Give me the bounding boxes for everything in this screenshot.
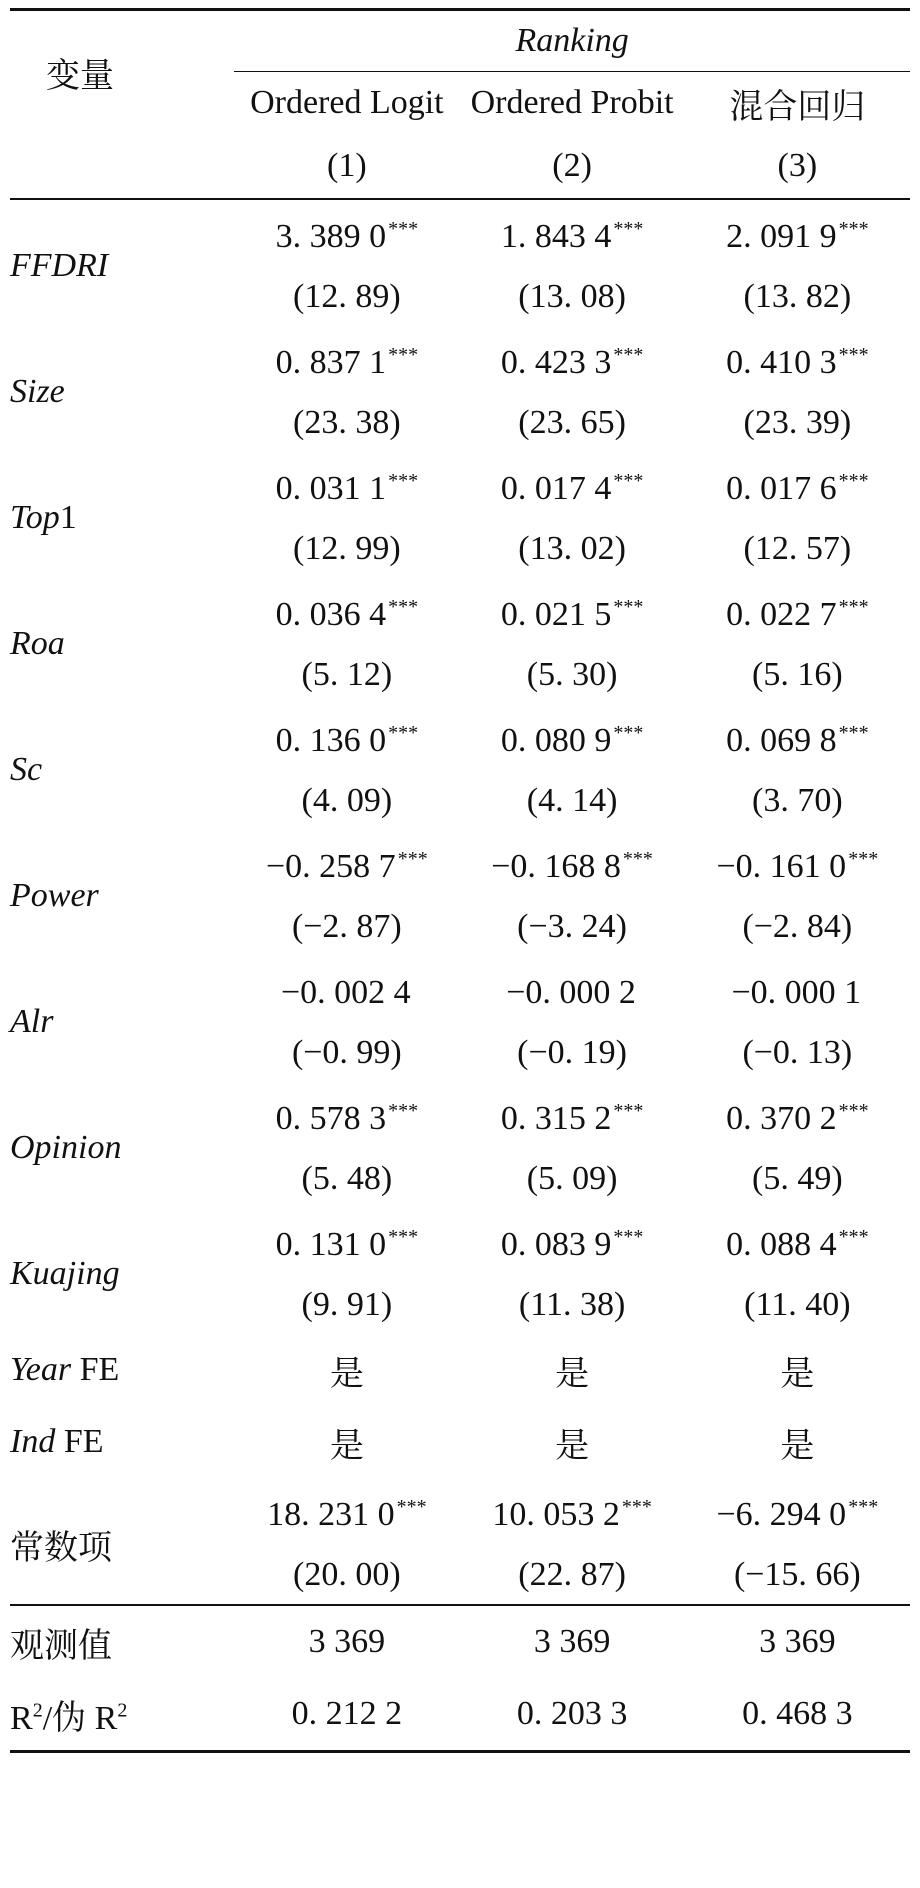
variable-name-text: Kuajing xyxy=(10,1255,120,1292)
variable-name-text: Roa xyxy=(10,625,65,662)
variable-name xyxy=(10,1334,234,1406)
t-statistic-value: (12. 57) xyxy=(743,530,852,567)
coefficient xyxy=(234,458,459,520)
coef-cell xyxy=(234,1478,459,1605)
coefficient xyxy=(685,710,910,772)
table-body xyxy=(10,199,910,1752)
t-statistic xyxy=(459,646,684,704)
significance-stars: *** xyxy=(388,217,419,240)
t-statistic-value: (13. 02) xyxy=(518,530,626,567)
coef-cell xyxy=(234,830,459,956)
t-statistic xyxy=(234,898,459,956)
t-statistic-value: (4. 14) xyxy=(526,782,618,819)
t-statistic-value: (5. 30) xyxy=(526,656,618,693)
t-statistic-value: (11. 40) xyxy=(744,1286,851,1323)
coef-cell xyxy=(459,704,684,830)
coefficient xyxy=(459,458,684,520)
significance-stars: *** xyxy=(621,1495,652,1518)
table-row xyxy=(10,578,910,704)
significance-stars: *** xyxy=(613,343,644,366)
coefficient xyxy=(459,962,684,1024)
coefficient xyxy=(685,836,910,898)
variable-name xyxy=(10,452,234,578)
model-header-3: 混合回归 xyxy=(729,88,866,126)
table-row xyxy=(10,1478,910,1605)
coef-cell xyxy=(685,1478,910,1605)
t-statistic xyxy=(234,1150,459,1208)
fixed-effect-cell: 是 xyxy=(555,1355,590,1393)
significance-stars: *** xyxy=(613,217,644,240)
coefficient xyxy=(685,332,910,394)
coefficient-value: 0. 031 1 xyxy=(275,470,387,507)
variable-name xyxy=(10,1678,234,1752)
significance-stars: *** xyxy=(838,721,869,744)
variable-name-italic: Top xyxy=(10,499,60,536)
coefficient-value: 0. 370 2 xyxy=(726,1100,837,1137)
coef-cell xyxy=(685,1082,910,1208)
variable-name-text: Alr xyxy=(10,1003,54,1040)
significance-stars: *** xyxy=(397,847,428,870)
coef-cell xyxy=(459,199,684,326)
t-statistic-value: (−2. 87) xyxy=(291,908,402,945)
t-statistic-value: (23. 39) xyxy=(743,404,852,441)
t-statistic xyxy=(685,772,910,830)
significance-stars: *** xyxy=(613,1099,644,1122)
coef-cell xyxy=(685,578,910,704)
t-statistic xyxy=(459,898,684,956)
table-row xyxy=(10,452,910,578)
significance-stars: *** xyxy=(838,217,869,240)
variable-name xyxy=(10,1605,234,1678)
variable-name xyxy=(10,704,234,830)
table-row xyxy=(10,1605,910,1678)
model-header-1: Ordered Logit xyxy=(250,84,444,121)
coefficient xyxy=(234,1088,459,1150)
model-header-2: Ordered Probit xyxy=(470,84,674,121)
r2-label-a: R xyxy=(10,1699,33,1737)
coefficient xyxy=(459,1484,684,1546)
variable-name-text: Opinion xyxy=(10,1129,122,1166)
t-statistic-value: (5. 12) xyxy=(301,656,393,693)
significance-stars: *** xyxy=(388,721,419,744)
r2-cell: 0. 203 3 xyxy=(516,1695,628,1732)
coefficient-value: 10. 053 2 xyxy=(492,1496,620,1533)
coefficient-value: 0. 088 4 xyxy=(726,1226,837,1263)
coefficient xyxy=(234,206,459,268)
variable-name-text: Sc xyxy=(10,751,43,788)
table-row xyxy=(10,1082,910,1208)
coefficient-value: 0. 017 4 xyxy=(500,470,612,507)
ranking-header: Ranking xyxy=(234,10,910,72)
fixed-effect-cell: 是 xyxy=(780,1355,815,1393)
t-statistic xyxy=(685,1024,910,1082)
coefficient xyxy=(234,332,459,394)
variable-name-upright: FE xyxy=(55,1423,104,1460)
t-statistic-value: (13. 82) xyxy=(743,278,852,315)
variable-name xyxy=(10,830,234,956)
column-number-3: (3) xyxy=(777,147,818,184)
coefficient-value: 0. 410 3 xyxy=(726,344,837,381)
t-statistic xyxy=(685,268,910,326)
t-statistic-value: (23. 38) xyxy=(293,404,401,441)
coefficient-value: −0. 002 4 xyxy=(281,974,411,1011)
coef-cell xyxy=(685,830,910,956)
t-statistic-value: (12. 89) xyxy=(293,278,401,315)
regression-table xyxy=(10,8,910,1753)
t-statistic-value: (−3. 24) xyxy=(517,908,627,945)
t-statistic xyxy=(685,1276,910,1334)
t-statistic xyxy=(685,646,910,704)
significance-stars: *** xyxy=(838,343,869,366)
t-statistic-value: (−15. 66) xyxy=(733,1556,861,1593)
t-statistic-value: (−0. 99) xyxy=(291,1034,402,1071)
t-statistic-value: (23. 65) xyxy=(518,404,626,441)
observation-cell: 3 369 xyxy=(308,1623,386,1660)
table-row xyxy=(10,326,910,452)
coefficient-value: 0. 131 0 xyxy=(275,1226,387,1263)
table-row xyxy=(10,1208,910,1334)
coefficient-value: 0. 080 9 xyxy=(500,722,612,759)
coefficient-value: 2. 091 9 xyxy=(726,218,837,255)
coefficient-value: 0. 017 6 xyxy=(726,470,837,507)
coef-cell xyxy=(459,326,684,452)
coefficient xyxy=(234,584,459,646)
significance-stars: *** xyxy=(622,847,653,870)
t-statistic xyxy=(234,646,459,704)
t-statistic-value: (3. 70) xyxy=(752,782,843,819)
coefficient-value: 18. 231 0 xyxy=(267,1496,395,1533)
coef-cell xyxy=(234,452,459,578)
r2-cell: 0. 468 3 xyxy=(742,1695,853,1732)
coefficient-value: 0. 069 8 xyxy=(726,722,837,759)
variable-header: 变量 xyxy=(46,58,114,95)
coefficient xyxy=(459,206,684,268)
coef-cell xyxy=(685,704,910,830)
r2-label-b: /伪 R xyxy=(42,1699,118,1737)
t-statistic xyxy=(685,520,910,578)
coefficient-value: 1. 843 4 xyxy=(500,218,612,255)
t-statistic-value: (5. 16) xyxy=(752,656,843,693)
variable-name xyxy=(10,326,234,452)
t-statistic xyxy=(234,1276,459,1334)
variable-name-upright: 1 xyxy=(59,499,77,536)
table-row xyxy=(10,1334,910,1406)
table-row xyxy=(10,704,910,830)
coefficient-value: −0. 258 7 xyxy=(266,848,396,885)
significance-stars: *** xyxy=(613,1225,644,1248)
variable-name xyxy=(10,1082,234,1208)
significance-stars: *** xyxy=(388,1225,419,1248)
coefficient-value: 0. 021 5 xyxy=(500,596,612,633)
coef-cell xyxy=(685,956,910,1082)
significance-stars: *** xyxy=(848,847,879,870)
coefficient xyxy=(685,1484,910,1546)
fixed-effect-cell: 是 xyxy=(780,1427,815,1465)
coefficient-value: 0. 315 2 xyxy=(500,1100,612,1137)
coefficient xyxy=(459,1088,684,1150)
t-statistic xyxy=(685,898,910,956)
significance-stars: *** xyxy=(613,595,644,618)
coefficient-value: −0. 161 0 xyxy=(716,848,847,885)
significance-stars: *** xyxy=(388,343,419,366)
observation-cell: 3 369 xyxy=(533,1623,611,1660)
significance-stars: *** xyxy=(613,721,644,744)
coefficient xyxy=(685,458,910,520)
t-statistic xyxy=(234,268,459,326)
significance-stars: *** xyxy=(838,469,869,492)
t-statistic-value: (20. 00) xyxy=(293,1556,401,1593)
significance-stars: *** xyxy=(848,1495,879,1518)
t-statistic xyxy=(459,268,684,326)
variable-name xyxy=(10,578,234,704)
coefficient-value: −0. 000 1 xyxy=(731,974,862,1011)
significance-stars: *** xyxy=(838,1225,869,1248)
coef-cell xyxy=(234,578,459,704)
coefficient xyxy=(459,1214,684,1276)
variable-name xyxy=(10,956,234,1082)
t-statistic-value: (5. 49) xyxy=(752,1160,843,1197)
coefficient-value: 0. 136 0 xyxy=(275,722,387,759)
r2-cell: 0. 212 2 xyxy=(291,1695,403,1732)
t-statistic xyxy=(234,394,459,452)
r2-superscript: 2 xyxy=(32,1699,43,1722)
coefficient xyxy=(685,1214,910,1276)
t-statistic xyxy=(459,1276,684,1334)
coefficient xyxy=(685,584,910,646)
t-statistic xyxy=(685,1150,910,1208)
coefficient-value: 0. 083 9 xyxy=(500,1226,612,1263)
variable-name-italic: Ind xyxy=(10,1423,56,1460)
coefficient xyxy=(234,1214,459,1276)
t-statistic-value: (22. 87) xyxy=(518,1556,626,1593)
r2-superscript: 2 xyxy=(117,1699,128,1722)
coefficient xyxy=(459,836,684,898)
coef-cell xyxy=(459,1478,684,1605)
variable-name-italic: Year xyxy=(10,1351,72,1388)
variable-name xyxy=(10,199,234,326)
t-statistic-value: (9. 91) xyxy=(301,1286,393,1323)
t-statistic xyxy=(459,394,684,452)
variable-name xyxy=(10,1208,234,1334)
t-statistic-value: (4. 09) xyxy=(301,782,393,819)
coefficient xyxy=(234,710,459,772)
t-statistic xyxy=(234,772,459,830)
t-statistic-value: (−0. 13) xyxy=(742,1034,853,1071)
coefficient-value: 3. 389 0 xyxy=(275,218,387,255)
variable-name xyxy=(10,1478,234,1605)
significance-stars: *** xyxy=(838,1099,869,1122)
coef-cell xyxy=(234,704,459,830)
t-statistic-value: (−2. 84) xyxy=(742,908,853,945)
t-statistic-value: (13. 08) xyxy=(518,278,626,315)
coefficient xyxy=(459,710,684,772)
column-number-1: (1) xyxy=(327,147,367,184)
variable-name-text: 常数项 xyxy=(10,1529,112,1567)
coef-cell xyxy=(459,1082,684,1208)
significance-stars: *** xyxy=(388,595,419,618)
variable-name-text: FFDRI xyxy=(10,247,109,284)
coef-cell xyxy=(685,326,910,452)
t-statistic-value: (11. 38) xyxy=(518,1286,626,1323)
coefficient-value: −6. 294 0 xyxy=(716,1496,847,1533)
t-statistic xyxy=(459,1024,684,1082)
t-statistic-value: (5. 48) xyxy=(301,1160,393,1197)
coefficient xyxy=(234,836,459,898)
t-statistic-value: (12. 99) xyxy=(293,530,401,567)
coefficient-value: 0. 423 3 xyxy=(500,344,612,381)
coefficient-value: 0. 022 7 xyxy=(726,596,837,633)
t-statistic xyxy=(234,520,459,578)
variable-name-text: Power xyxy=(10,877,99,914)
fixed-effect-cell: 是 xyxy=(329,1355,364,1393)
coef-cell xyxy=(459,830,684,956)
coef-cell xyxy=(685,1208,910,1334)
coef-cell xyxy=(234,326,459,452)
t-statistic xyxy=(459,520,684,578)
coefficient-value: 0. 578 3 xyxy=(275,1100,387,1137)
fixed-effect-cell: 是 xyxy=(555,1427,590,1465)
significance-stars: *** xyxy=(388,1099,419,1122)
significance-stars: *** xyxy=(396,1495,427,1518)
coef-cell xyxy=(459,452,684,578)
t-statistic-value: (−0. 19) xyxy=(517,1034,627,1071)
t-statistic xyxy=(459,1546,684,1604)
t-statistic xyxy=(685,394,910,452)
coefficient-value: −0. 000 2 xyxy=(506,974,636,1011)
coef-cell xyxy=(685,199,910,326)
t-statistic xyxy=(685,1546,910,1604)
variable-name-text: Size xyxy=(10,373,65,410)
t-statistic xyxy=(234,1546,459,1604)
t-statistic-value: (5. 09) xyxy=(526,1160,618,1197)
t-statistic xyxy=(459,1150,684,1208)
coef-cell xyxy=(685,452,910,578)
significance-stars: *** xyxy=(388,469,419,492)
table-row xyxy=(10,1678,910,1752)
coefficient xyxy=(685,962,910,1024)
coefficient-value: −0. 168 8 xyxy=(491,848,621,885)
column-number-2: (2) xyxy=(552,147,592,184)
coef-cell xyxy=(234,956,459,1082)
coef-cell xyxy=(234,1208,459,1334)
coefficient-value: 0. 837 1 xyxy=(275,344,387,381)
coefficient xyxy=(685,1088,910,1150)
coefficient xyxy=(685,206,910,268)
coef-cell xyxy=(459,1208,684,1334)
t-statistic xyxy=(234,1024,459,1082)
fixed-effect-cell: 是 xyxy=(329,1427,364,1465)
coefficient xyxy=(234,962,459,1024)
coef-cell xyxy=(459,578,684,704)
coef-cell xyxy=(459,956,684,1082)
variable-name-text: 观测值 xyxy=(10,1627,112,1665)
coef-cell xyxy=(234,199,459,326)
variable-name-upright: FE xyxy=(71,1351,120,1388)
coef-cell xyxy=(234,1082,459,1208)
table-row xyxy=(10,199,910,326)
coefficient xyxy=(459,332,684,394)
table-row xyxy=(10,1406,910,1478)
table-row xyxy=(10,956,910,1082)
coefficient-value: 0. 036 4 xyxy=(275,596,387,633)
variable-name xyxy=(10,1406,234,1478)
t-statistic xyxy=(459,772,684,830)
table-row xyxy=(10,830,910,956)
significance-stars: *** xyxy=(838,595,869,618)
observation-cell: 3 369 xyxy=(759,1623,836,1660)
coefficient xyxy=(234,1484,459,1546)
significance-stars: *** xyxy=(613,469,644,492)
coefficient xyxy=(459,584,684,646)
